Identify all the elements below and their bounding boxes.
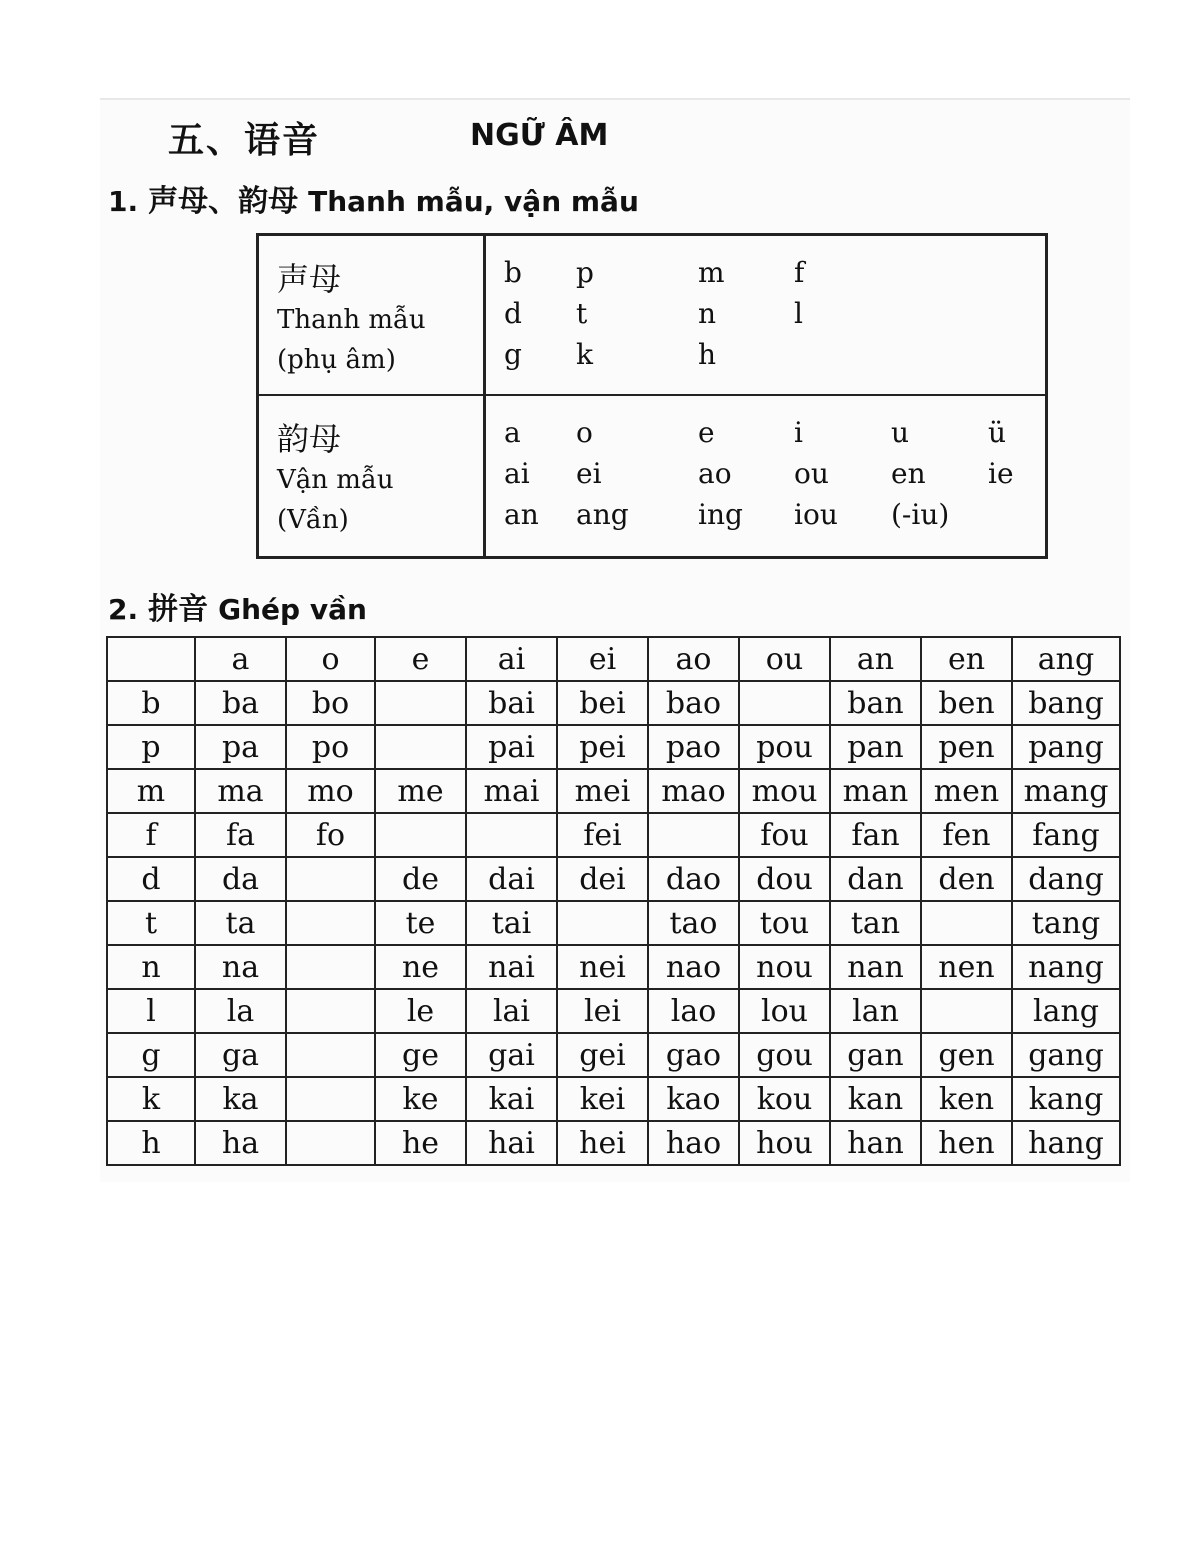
sound-item: t [576,297,588,330]
syllable-cell: fo [286,813,375,857]
syllable-cell [648,813,739,857]
syllable-cell: tai [466,901,557,945]
section-2-title [108,584,367,628]
syllable-cell: kang [1012,1077,1120,1121]
syllable-cell: kai [466,1077,557,1121]
syllable-cell: kou [739,1077,830,1121]
sound-item: p [576,256,594,289]
sound-item: o [576,416,593,449]
section-1-vietnamese: Thanh mẫu, vận mẫu [308,185,639,218]
syllable-cell: lei [557,989,648,1033]
table-row [107,901,1120,945]
sound-item: g [504,338,522,371]
syllable-cell: mou [739,769,830,813]
syllable-cell: gen [921,1033,1012,1077]
syllable-cell: lai [466,989,557,1033]
syllable-cell: bao [648,681,739,725]
syllable-cell: he [375,1121,466,1165]
syllable-cell: bang [1012,681,1120,725]
syllable-cell: lou [739,989,830,1033]
syllable-cell [286,1033,375,1077]
syllable-cell: ban [830,681,921,725]
syllable-cell: lang [1012,989,1120,1033]
syllable-cell: le [375,989,466,1033]
final-header-cell: ai [466,637,557,681]
syllable-cell: hao [648,1121,739,1165]
initial-header-cell: d [107,857,195,901]
syllable-cell: kei [557,1077,648,1121]
sound-item: en [891,457,926,490]
chapter-heading-chinese: 五、语音 [168,119,321,161]
syllable-cell [286,1077,375,1121]
syllable-cell [375,725,466,769]
table-row [107,1033,1120,1077]
initial-header-cell: l [107,989,195,1033]
syllable-cell [375,681,466,725]
syllable-cell: mai [466,769,557,813]
syllable-cell: de [375,857,466,901]
initials-label-vietnamese: Thanh mẫu [277,305,426,335]
finals-cells [486,396,1045,556]
initials-finals-table [256,233,1048,559]
syllable-cell: dang [1012,857,1120,901]
final-header-cell: en [921,637,1012,681]
syllable-cell: ga [195,1033,286,1077]
section-1-chinese: 声母、韵母 [148,184,299,219]
finals-label-cell [259,396,486,556]
finals-label-chinese: 韵母 [277,420,342,458]
syllable-cell: den [921,857,1012,901]
table-row [107,945,1120,989]
syllable-cell: nao [648,945,739,989]
syllable-cell: pao [648,725,739,769]
syllable-cell: nen [921,945,1012,989]
syllable-cell: tang [1012,901,1120,945]
sound-item: k [576,338,593,371]
syllable-cell: gei [557,1033,648,1077]
sound-item: h [698,338,717,371]
initial-header-cell: f [107,813,195,857]
sound-item: ang [576,498,629,531]
syllable-cell: mo [286,769,375,813]
sound-item: a [504,416,521,449]
syllable-cell [286,945,375,989]
syllable-cell: pan [830,725,921,769]
section-1-title [108,176,639,220]
sound-item: ü [988,416,1007,449]
syllable-cell: lan [830,989,921,1033]
final-header-cell: ou [739,637,830,681]
sound-item: l [794,297,803,330]
pinyin-header-row [107,637,1120,681]
table-row [107,989,1120,1033]
syllable-cell: mei [557,769,648,813]
syllable-cell: pai [466,725,557,769]
sound-item: u [891,416,910,449]
syllable-cell: ben [921,681,1012,725]
syllable-cell [921,989,1012,1033]
syllable-cell: bai [466,681,557,725]
syllable-cell: man [830,769,921,813]
syllable-cell: tou [739,901,830,945]
syllable-cell: te [375,901,466,945]
syllable-cell [286,989,375,1033]
corner-cell [107,637,195,681]
sound-item: ie [988,457,1014,490]
final-header-cell: e [375,637,466,681]
pinyin-body [107,681,1120,1165]
initial-header-cell: t [107,901,195,945]
syllable-cell: hang [1012,1121,1120,1165]
syllable-cell: nai [466,945,557,989]
final-header-cell: ei [557,637,648,681]
section-2-number: 2. [108,593,139,626]
syllable-cell: dai [466,857,557,901]
syllable-cell [921,901,1012,945]
syllable-cell: hai [466,1121,557,1165]
syllable-cell: fan [830,813,921,857]
sound-item: (-iu) [891,498,950,531]
table-row [107,1077,1120,1121]
sound-item: d [504,297,522,330]
syllable-cell: me [375,769,466,813]
syllable-cell: pang [1012,725,1120,769]
initial-header-cell: g [107,1033,195,1077]
syllable-cell: nei [557,945,648,989]
syllable-cell: bo [286,681,375,725]
sound-item: ei [576,457,602,490]
sound-item: ou [794,457,829,490]
sound-item: n [698,297,717,330]
syllable-cell: gou [739,1033,830,1077]
sound-line [486,338,1045,379]
chapter-heading-vietnamese: NGỮ ÂM [470,118,609,153]
final-header-cell: a [195,637,286,681]
syllable-cell: fei [557,813,648,857]
syllable-cell: dao [648,857,739,901]
finals-label-vietnamese: Vận mẫu [277,465,394,495]
syllable-cell: ka [195,1077,286,1121]
syllable-cell: ke [375,1077,466,1121]
section-1-number: 1. [108,185,139,218]
sound-item: an [504,498,539,531]
syllable-cell: hou [739,1121,830,1165]
final-header-cell: an [830,637,921,681]
syllable-cell [286,1121,375,1165]
syllable-cell [557,901,648,945]
syllable-cell: nou [739,945,830,989]
table-row [107,813,1120,857]
pinyin-combination-table [106,636,1121,1166]
initial-header-cell: k [107,1077,195,1121]
syllable-cell: tao [648,901,739,945]
section-2-chinese: 拼音 [148,592,209,627]
table-row [107,725,1120,769]
syllable-cell: ta [195,901,286,945]
syllable-cell: nang [1012,945,1120,989]
syllable-cell: ne [375,945,466,989]
sound-item: iou [794,498,838,531]
initial-header-cell: h [107,1121,195,1165]
initial-header-cell: p [107,725,195,769]
syllable-cell: da [195,857,286,901]
syllable-cell [375,813,466,857]
sound-line [486,256,1045,297]
sound-line [486,297,1045,338]
syllable-cell: gang [1012,1033,1120,1077]
table-row [107,769,1120,813]
initials-cells [486,236,1045,396]
syllable-cell: pou [739,725,830,769]
sound-item: f [794,256,805,289]
syllable-cell: dan [830,857,921,901]
syllable-cell: pei [557,725,648,769]
final-header-cell: ang [1012,637,1120,681]
syllable-cell: gai [466,1033,557,1077]
initials-label-note: (phụ âm) [277,345,396,375]
syllable-cell: la [195,989,286,1033]
syllable-cell: ge [375,1033,466,1077]
initial-header-cell: b [107,681,195,725]
syllable-cell: mang [1012,769,1120,813]
syllable-cell: pen [921,725,1012,769]
syllable-cell: bei [557,681,648,725]
syllable-cell: gan [830,1033,921,1077]
sound-item: b [504,256,522,289]
syllable-cell: gao [648,1033,739,1077]
finals-label-note: (Vần) [277,505,349,535]
syllable-cell: fa [195,813,286,857]
syllable-cell: kan [830,1077,921,1121]
sound-item: i [794,416,803,449]
syllable-cell [286,857,375,901]
syllable-cell: fang [1012,813,1120,857]
syllable-cell [739,681,830,725]
sound-item: ao [698,457,732,490]
sound-item: e [698,416,715,449]
syllable-cell: hen [921,1121,1012,1165]
initials-label-cell [259,236,486,396]
syllable-cell: tan [830,901,921,945]
sound-item: ai [504,457,530,490]
syllable-cell: ha [195,1121,286,1165]
initial-header-cell: m [107,769,195,813]
syllable-cell: nan [830,945,921,989]
syllable-cell: men [921,769,1012,813]
syllable-cell: na [195,945,286,989]
sound-item: m [698,256,725,289]
initials-label-chinese: 声母 [277,260,342,298]
sound-line [486,457,1045,498]
sound-line [486,498,1045,539]
syllable-cell: han [830,1121,921,1165]
syllable-cell: hei [557,1121,648,1165]
syllable-cell: fou [739,813,830,857]
initial-header-cell: n [107,945,195,989]
chapter-heading [0,112,1200,162]
table-row [107,681,1120,725]
syllable-cell [286,901,375,945]
sound-item: ing [698,498,743,531]
sound-line [486,416,1045,457]
syllable-cell: dei [557,857,648,901]
final-header-cell: o [286,637,375,681]
syllable-cell: lao [648,989,739,1033]
syllable-cell: ba [195,681,286,725]
section-2-vietnamese: Ghép vần [218,593,367,626]
final-header-cell: ao [648,637,739,681]
syllable-cell: mao [648,769,739,813]
syllable-cell [466,813,557,857]
table-row [107,1121,1120,1165]
table-row [107,857,1120,901]
syllable-cell: fen [921,813,1012,857]
syllable-cell: pa [195,725,286,769]
syllable-cell: dou [739,857,830,901]
syllable-cell: ma [195,769,286,813]
syllable-cell: po [286,725,375,769]
syllable-cell: kao [648,1077,739,1121]
syllable-cell: ken [921,1077,1012,1121]
